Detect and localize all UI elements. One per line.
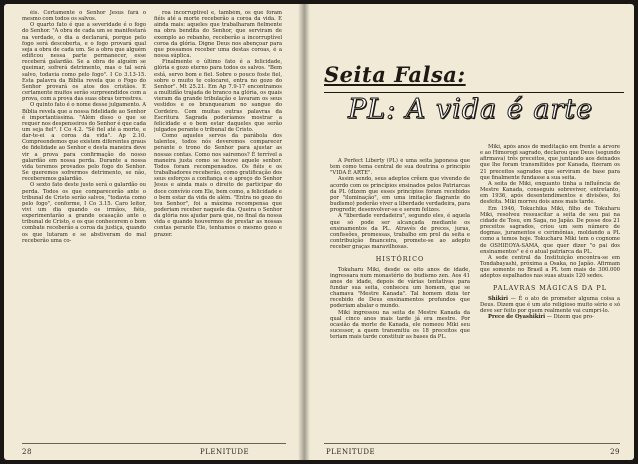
paragraph: A sede central da Instituição encontra-se em Tondabayashi, próxima a Osaka, no Japão. Afirmam que somente no Brasil a PL tem mais de 300.000 adeptos espalhados nas suas atuais 120 sedes. [480,254,620,280]
paragraph: O quarto fato é que a severidade é o fogo do Senhor. "A obra de cada um se manifestará na verdade, o dia a declarará, porque pelo fogo será descoberta, e o fogo provará qual seja a obra de cada um. Se a obra que alguém edificou nessa parte permanecer, esse receberá galardão. Se a obra de alguém se queimar, sofrerá detrimento, mas o tal será salvo, todavia como pelo fogo". I Co 3.13-15. Esta palavra da Bíblia revela que o Fogo do Senhor provará os atos dos cristãos. E certamente muitos serão surpreendidos com a prova, com a prova das suas obras terrestres. [22,22,146,103]
series-heading: Seita Falsa: [324,62,466,87]
glossary-text: — Dizem que pro- [546,314,594,321]
page-number: 28 [22,448,32,456]
paragraph: Miki, após anos de meditação em frente a árvore e ao Himorogi sagrado, declarou que Deus (segundo afirmava) três preceitos, que juntando aos deixados que lhe foram transmitidos por Kanada, fizeram os 21 preceitos sagrados que serviram de base para que finalmente fundasse a sua seita. [480,144,620,181]
heading-rule [324,92,624,93]
paragraph: Em 1946, Tokuchika Miki, filho de Tokuharu Miki, resolveu ressuscitar a seita de seu pai na cidade de Tosu, em Saga, no Japão. De posse dos 21 preceitos sagrados, criou um sem número de dogmas, juramentos e cerimônias, moldando a PL como a temos hoje. Tokucharu Miki tem o cognome de OSHIEOYA-SAMA, que quer dizer "o pai dos ensinamentos" e é o atual patriarca da PL. [480,205,620,255]
paragraph: Tokuharu Miki, desde os oito anos de idade, ingressara num monastério do budismo zen. Aos 41 anos de idade, depois de várias tentativas para fundar sua seita, conheceu um homem, que se chamava "Mestre Kanada". Tal homem dizia ter recebido de Deus ensinamentos profundos que poderiam abalar o mundo. [330,266,470,310]
paragraph: Finalmente o último fato é a felicidade, glória e gozo eterno para todos os salvos. "Bem está, servo bom e fiel. Sobre o pouco foste fiel, sobre o muito te colocarei, entra no gozo do Senhor". Mt 25.21. Em Ap 7.9-17 encontramos a multidão trajada de branco na glória, os quais vieram da grande tribulação e lavaram os seus vestidos e os branquearam no sangue do Cordeiro. Com muitas outras palavras da Escritura Sagrada poderíamos mostrar a felicidade e o bem estar daqueles que serão julgados perante o tribunal de Cristo. [154,59,282,133]
paragraph: O quinto fato é o nome desse julgamento. A Bíblia revela que a nossa fidelidade ao Senhor é importantíssima. "Além disso o que se requer nos despenseiros do Senhor é que cada um seja fiel". I Co 4.2. "Sê fiel até a morte, e dar-te-ei a coroa da vida". Ap 2.10. Compreendemos que existem diferentes graus de fidelidade ao Senhor e desta maneira deve vir a prova para confirmação do nosso galardão em nossa perda. Durante a nossa vida teremos provados pelo fogo do Senhor. Se queremos sofrermos detrimento, se não, receberemos galardão. [22,102,146,183]
right-page-column-2 [480,144,620,442]
glossary-entry [480,296,620,314]
article-title: PL: A vida é arte [348,94,594,125]
paragraph: O sexto fato deste justo será o galardão ou perda. Todos os que comparecerão ante o tribunal de Cristo serão salvos, "todavia como pelo fogo", conforme, I Co 3.15. Caro leitor, vivi um dia quando os irmãos, fiéis, experimentarão a grande ocasação ante o tribunal de Cristo, e os que conhecerem o bom combate receberão a coroa da justiça, quando os que lutaram e se abstiveram do mal receberão uma co- [22,182,146,244]
running-footer: PLENITUDE [200,448,250,456]
section-heading-palavras: PALAVRAS MÁGICAS DA PL [493,284,607,293]
right-page [304,4,634,460]
left-page-column-2 [154,10,282,440]
footer-rule [324,443,620,444]
paragraph: roa incorruptível e, também, os que foram fiéis até a morte receberão a coroa da vida. E ainda mais: aqueles que trabalharam fielmente na obra bendita do Senhor, que serviram de exemplo ao rebanho, receberão a incorruptível coroa da glória. Digne Deus nos abençoar para que possamos receber uma destas coroas, é a nossa súplica. [154,10,282,60]
running-footer: PLENITUDE [326,448,376,456]
left-page [4,4,304,460]
paragraph: Como aqueles servos da parábola dos talentos, todos nós deveremos comparecer perante o trono do Senhor para ajustar as nossas contas. Como nos sairemos? É terrível a maneira justa como se houve aquele senhor. Todos foram recompensados. Os fiéis e os trabalhadores receberão, como gratificação dos seus esforços a confiança e o apreço do Senhor Jesus e ainda mais o direito de participar do doce convívio com Ele, bem como, a felicidade e o bem estar da vida de além. "Entra no gozo do teu Senhor", foi a máxima recompensa que poderiam receber naquele dia. Queira o Senhor da glória nos ajudar para que, no final da nossa vida e quando houvermos de prestar as nossas contas perante Ele, tenhamos o mesmo gozo e prazer. [154,133,282,238]
paragraph: A "liberdade verdadeira", segundo eles, é aquela que só pode ser alcançada mediante os ensinamentos da PL. Através de preces, juras, confissões, promessas, trabalho em prol da seita e contribuição financeira, promete-se ao adepto receber graças maravilhosas. [330,213,470,251]
glossary-text: — É o ato de prometer alguma coisa a Deus. Dizem que é um ato religioso muito sério e só deve ser feito por quem realmente vai cumpri-lo. [480,295,620,314]
paragraph: Miki ingressou na seita de Mestre Kanada da qual cinco anos mais tarde já era mestre. Por ocasião da morte de Kanada, ele nomeou Miki seu sucessor, a quem transmitiu os 18 preceitos que teriam mais tarde constituir as bases da PL. [330,309,470,341]
page-number: 29 [610,448,620,456]
right-page-column-1 [330,158,470,442]
footer-rule [22,443,286,444]
section-heading-historico: HISTÓRICO [375,255,425,264]
paragraph: Assim sendo, seus adeptos crêem que vivendo de acordo com os princípios ensinados pelos Patriarcas da PL (dizem que esses princípios foram recebidos por "iluminação", em uma imitação flagrante do budismo) poderão viver a liberdade verdadeira, para progredir, desenvolver-se e serem felizes. [330,176,470,214]
paragraph: A seita de Miki, enquanto tinha a influência de Mestre Kanada, conseguiu sobreviver, entretanto, em 1936, após desentendimentos e divisões, foi desfeita. Miki morreu dois anos mais tarde. [480,180,620,206]
glossary-term: Shikiri [488,295,508,302]
glossary-term: Prece de Oyashikiri [488,314,546,321]
paragraph: éis. Certamente o Senhor Jesus fará o mesmo com todos os salvos. [22,10,146,23]
paragraph: A Perfect Liberty (PL) é uma seita japonesa que tem como tema central de sua doutrina o princípio "VIDA É ARTE". [330,158,470,177]
left-page-column-1 [22,10,146,440]
glossary-entry [480,314,620,320]
